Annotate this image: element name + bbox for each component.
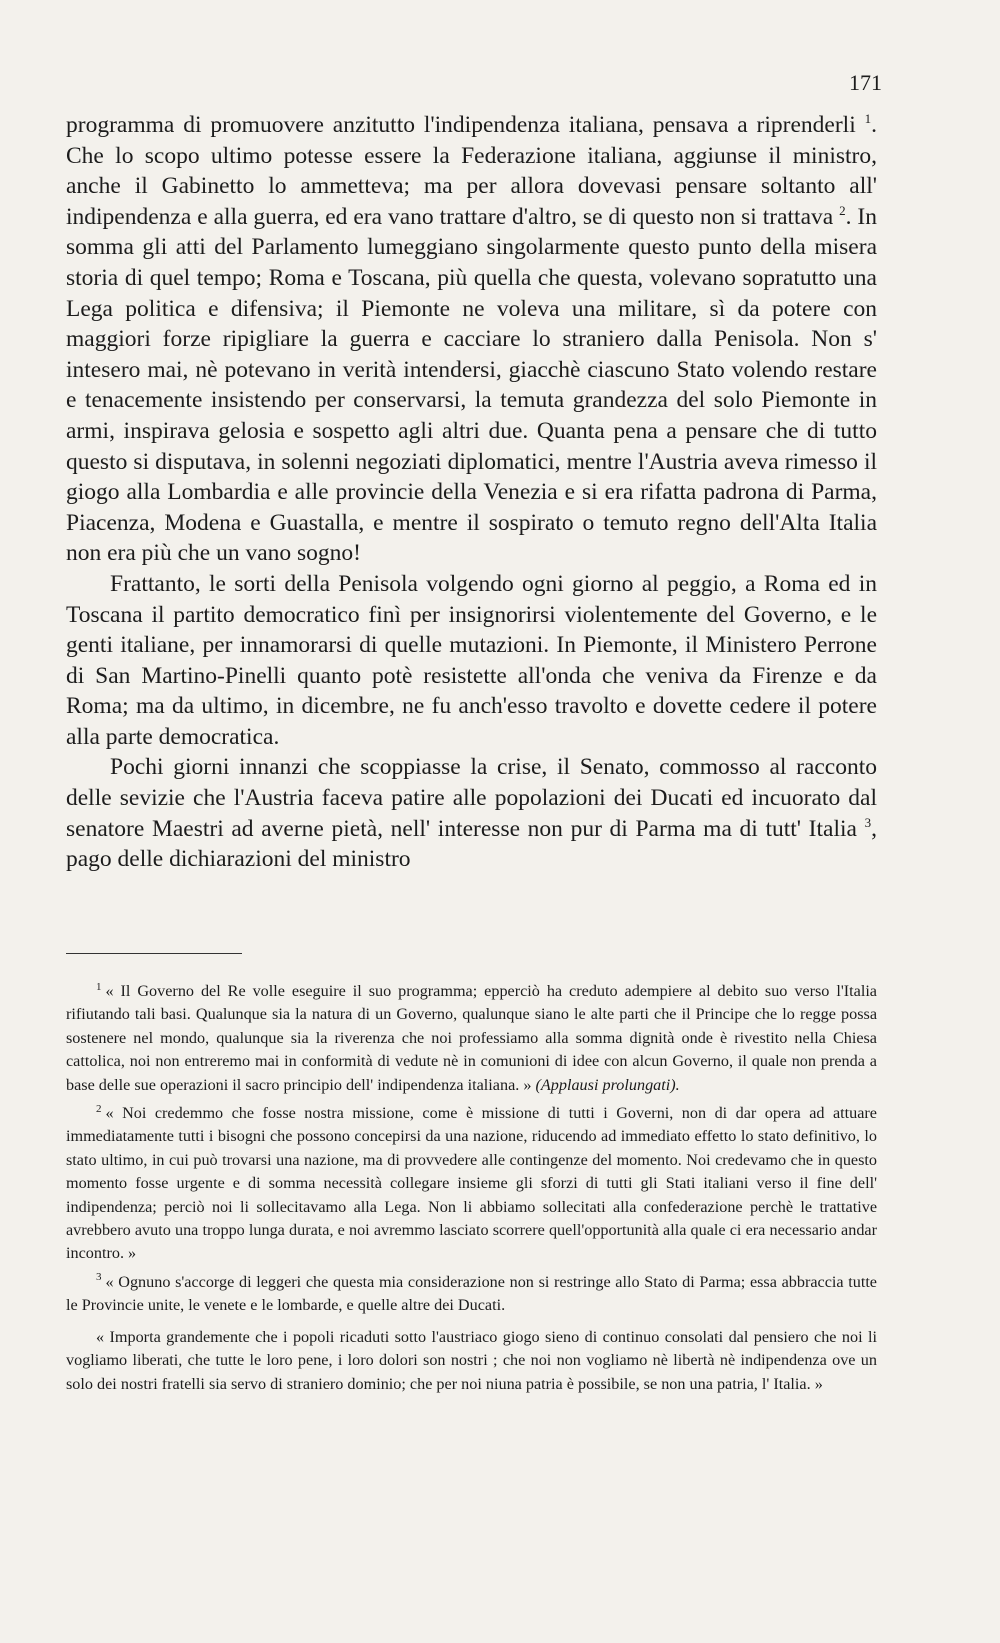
footnote-1	[66, 980, 877, 1097]
footnote-2-text: « Noi credemmo che fosse nostra missione, come è missione di tutti i Governi, non di dar opera ad attuare immediatamente tutti i bisogni che possono concepirsi da una nazione, riducendo ad immediato effetto lo stato definitivo, lo stato ultimo, in cui può trovarsi una nazione, ma di provvedere alle contingenze del momento. Noi credevamo che in questo momento fosse urgente e di somma necessità collegare insieme gli sforzi di tutti gli Stati italiani verso il fine dell' indipendenza; perciò noi li sollecitavamo alla Lega. Non li abbiamo sollecitati alla confederazione perchè le trattative avrebbero avuto una troppo lunga durata, e noi avremmo lasciato scorrere quell'opportunità alla quale ci era necessario andar incontro. »	[66, 1104, 877, 1263]
page-number: 171	[849, 70, 882, 95]
footnote-1-mark: 1	[96, 980, 102, 993]
paragraph-3	[66, 752, 877, 874]
footnote-3-text: « Ognuno s'accorge di leggeri che questa mia considerazione non si restringe allo Stato di Parma; essa abbraccia tutte le Provincie unite, le venete e le lombarde, e quelle altre dei Ducati.	[66, 1272, 877, 1315]
footnote-ref-2: 2	[839, 202, 846, 218]
paragraph-3-part-a: Pochi giorni innanzi che scoppiasse la crise, il Senato, commosso al racconto delle sevizie che l'Austria faceva patire alle popolazioni dei Ducati ed incuorato dal senatore Maestri ad averne pietà, nell' interesse non pur di Parma ma di tutt' Italia	[66, 754, 877, 842]
paragraph-1-part-b: . Che lo scopo ultimo potesse essere la Federazione italiana, aggiunse il ministro, anche il Gabinetto lo ammetteva; ma per allora dovevasi pensare soltanto all' indipendenza e alla guerra, ed era vano trattare d'altro, se di questo non si trattava	[66, 112, 877, 230]
footnote-2-mark: 2	[96, 1102, 102, 1115]
paragraph-3-part-b: , pago delle dichiarazioni del ministro	[66, 815, 877, 873]
footnote-3-mark: 3	[96, 1271, 102, 1284]
paragraph-1-part-a: programma di promuovere anzitutto l'indipendenza italiana, pensava a riprenderli	[66, 112, 865, 138]
footnote-ref-3: 3	[864, 814, 872, 830]
footnote-3-continuation: « Importa grandemente che i popoli ricaduti sotto l'austriaco giogo sieno di continuo consolati dal pensiero che noi li vogliamo liberati, che tutte le loro pene, i loro dolori son nostri ; che noi non vogliamo nè libertà nè indipendenza ove un solo dei nostri fratelli sia servo di straniero dominio; che per noi niuna patria è possibile, se non una patria, l' Italia. »	[66, 1327, 877, 1393]
footnote-3	[66, 1271, 877, 1318]
footnote-1-text: « Il Governo del Re volle eseguire il suo programma; epperciò ha creduto adempiere al debito suo verso l'Italia rifiutando tali basi. Qualunque sia la natura di un Governo, qualunque siano le alte parti che il Principe che lo regge possa sostenere nel mondo, qualunque sia la riverenza che noi professiamo alla somma dignità onde è rivestito nella Chiesa cattolica, noi non entreremo mai in conformità di vedute nè in comunioni di idee con alcun Governo, il quale non prenda a base delle sue operazioni il sacro principio dell' indipendenza italiana. »	[66, 982, 877, 1094]
footnotes	[66, 980, 877, 1401]
main-text	[66, 110, 877, 875]
paragraph-1	[66, 110, 877, 569]
footnote-1-italic: (Applausi prolungati).	[535, 1075, 680, 1094]
footnote-2	[66, 1102, 877, 1266]
footnote-ref-1: 1	[864, 111, 872, 127]
paragraph-2: Frattanto, le sorti della Penisola volgendo ogni giorno al peggio, a Roma ed in Toscana il partito democratico finì per insignorirsi violentemente del Governo, e le genti italiane, per innamorarsi di quelle mutazioni. In Piemonte, il Ministero Perrone di San Martino-Pinelli quanto potè resistette all'onda che veniva da Firenze e da Roma; ma da ultimo, in dicembre, ne fu anch'esso travolto e dovette cedere il potere alla parte democratica.	[66, 570, 877, 750]
paragraph-1-part-c: . In somma gli atti del Parlamento lumeggiano singolarmente questo punto della misera storia di quel tempo; Roma e Toscana, più quella che questa, volevano sopratutto una Lega politica e difensiva; il Piemonte ne voleva una militare, sì da potere con maggiori forze ripigliare la guerra e cacciare lo straniero dalla Penisola. Non s' intesero mai, nè potevano in verità intendersi, giacchè ciascuno Stato volendo restare e tenacemente insistendo per conservarsi, la temuta grandezza del solo Piemonte in armi, inspirava gelosia e sospetto agli altri due. Quanta pena a pensare che di tutto questo si disputava, in solenni negoziati diplomatici, mentre l'Austria aveva rimesso il giogo alla Lombardia e alle provincie della Venezia e si era rifatta padrona di Parma, Piacenza, Modena e Guastalla, e mentre il sospirato o temuto regno dell'Alta Italia non era più che un vano sogno!	[66, 203, 877, 567]
footnote-divider	[66, 953, 242, 954]
